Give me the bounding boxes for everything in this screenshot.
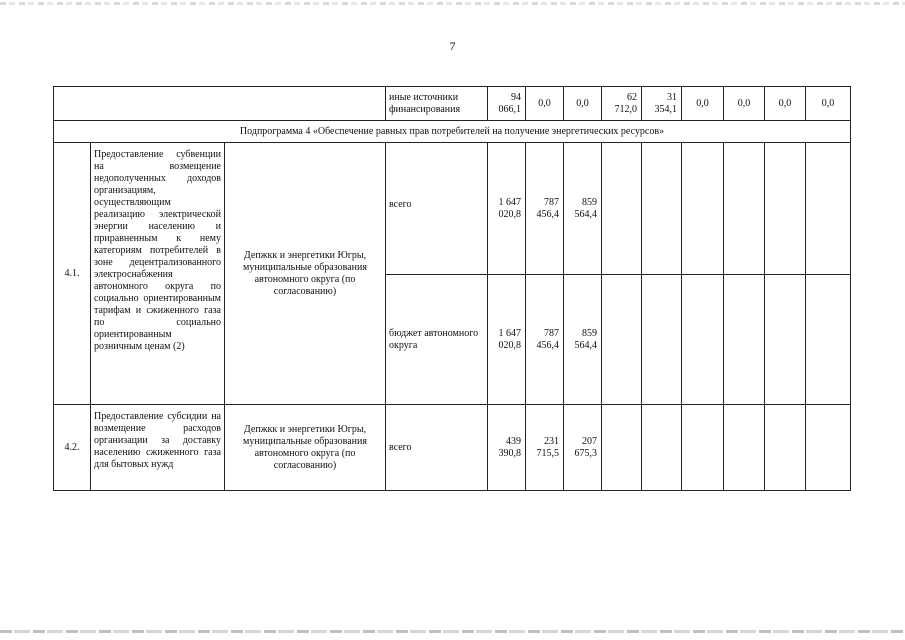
subprogram-title: Подпрограмма 4 «Обеспечение равных прав потребителей на получение энергетических ресурсов» — [54, 121, 851, 143]
empty-cell — [724, 143, 765, 275]
value-cell: 231 715,5 — [526, 405, 564, 491]
value-cell: 62 712,0 — [602, 87, 642, 121]
value-cell: 1 647 020,8 — [488, 275, 526, 405]
source-cell: всего — [386, 405, 488, 491]
table-row-4-1-total — [54, 143, 851, 275]
executor-cell: Депжкк и энергетики Югры, муниципальные образования автономного округа (по согласованию) — [225, 143, 386, 405]
empty-cell — [602, 405, 642, 491]
empty-cell — [806, 143, 851, 275]
executor-cell: Депжкк и энергетики Югры, муниципальные образования автономного округа (по согласованию) — [225, 405, 386, 491]
empty-cell — [682, 275, 724, 405]
empty-cell — [765, 143, 806, 275]
page-number: 7 — [449, 39, 456, 53]
row-number: 4.2. — [54, 405, 91, 491]
value-cell: 31 354,1 — [642, 87, 682, 121]
empty-cell — [765, 275, 806, 405]
empty-cell — [602, 275, 642, 405]
empty-cell — [602, 143, 642, 275]
subprogram-header-row — [54, 121, 851, 143]
empty-cell — [724, 275, 765, 405]
value-cell: 1 647 020,8 — [488, 143, 526, 275]
empty-cell — [682, 143, 724, 275]
scan-artifact-bottom — [0, 630, 905, 633]
value-cell: 207 675,3 — [564, 405, 602, 491]
empty-cell — [765, 405, 806, 491]
value-cell: 787 456,4 — [526, 143, 564, 275]
value-cell: 859 564,4 — [564, 275, 602, 405]
value-cell: 0,0 — [765, 87, 806, 121]
empty-cell — [682, 405, 724, 491]
empty-cell — [642, 405, 682, 491]
empty-cell — [642, 275, 682, 405]
financing-table — [53, 86, 851, 491]
value-cell: 0,0 — [564, 87, 602, 121]
value-cell: 0,0 — [724, 87, 765, 121]
table-row-other-sources — [54, 87, 851, 121]
value-cell: 0,0 — [682, 87, 724, 121]
source-cell: всего — [386, 143, 488, 275]
empty-cell — [806, 405, 851, 491]
value-cell: 859 564,4 — [564, 143, 602, 275]
empty-cell — [642, 143, 682, 275]
empty-cell — [724, 405, 765, 491]
empty-cell — [54, 87, 386, 121]
value-cell: 439 390,8 — [488, 405, 526, 491]
scan-artifact-top — [0, 2, 905, 5]
source-cell: бюджет автономного округа — [386, 275, 488, 405]
table-row-4-2-total — [54, 405, 851, 491]
empty-cell — [806, 275, 851, 405]
measure-description: Предоставление субсидии на возмещение расходов организации за доставку населению сжиженного газа для бытовых нужд — [91, 405, 225, 491]
value-cell: 0,0 — [806, 87, 851, 121]
value-cell: 94 066,1 — [488, 87, 526, 121]
value-cell: 0,0 — [526, 87, 564, 121]
measure-description: Предоставление субвенции на возмещение недополученных доходов организациям, осуществляющим реализацию электрической энергии населению и приравненным к нему категориям потребителей в зоне децентрализованного электроснабжения автономного округа по социально ориентированным тарифам и сжиженного газа по социально ориентированным розничным ценам (2) — [91, 143, 225, 405]
source-cell: иные источники финансирования — [386, 87, 488, 121]
value-cell: 787 456,4 — [526, 275, 564, 405]
row-number: 4.1. — [54, 143, 91, 405]
